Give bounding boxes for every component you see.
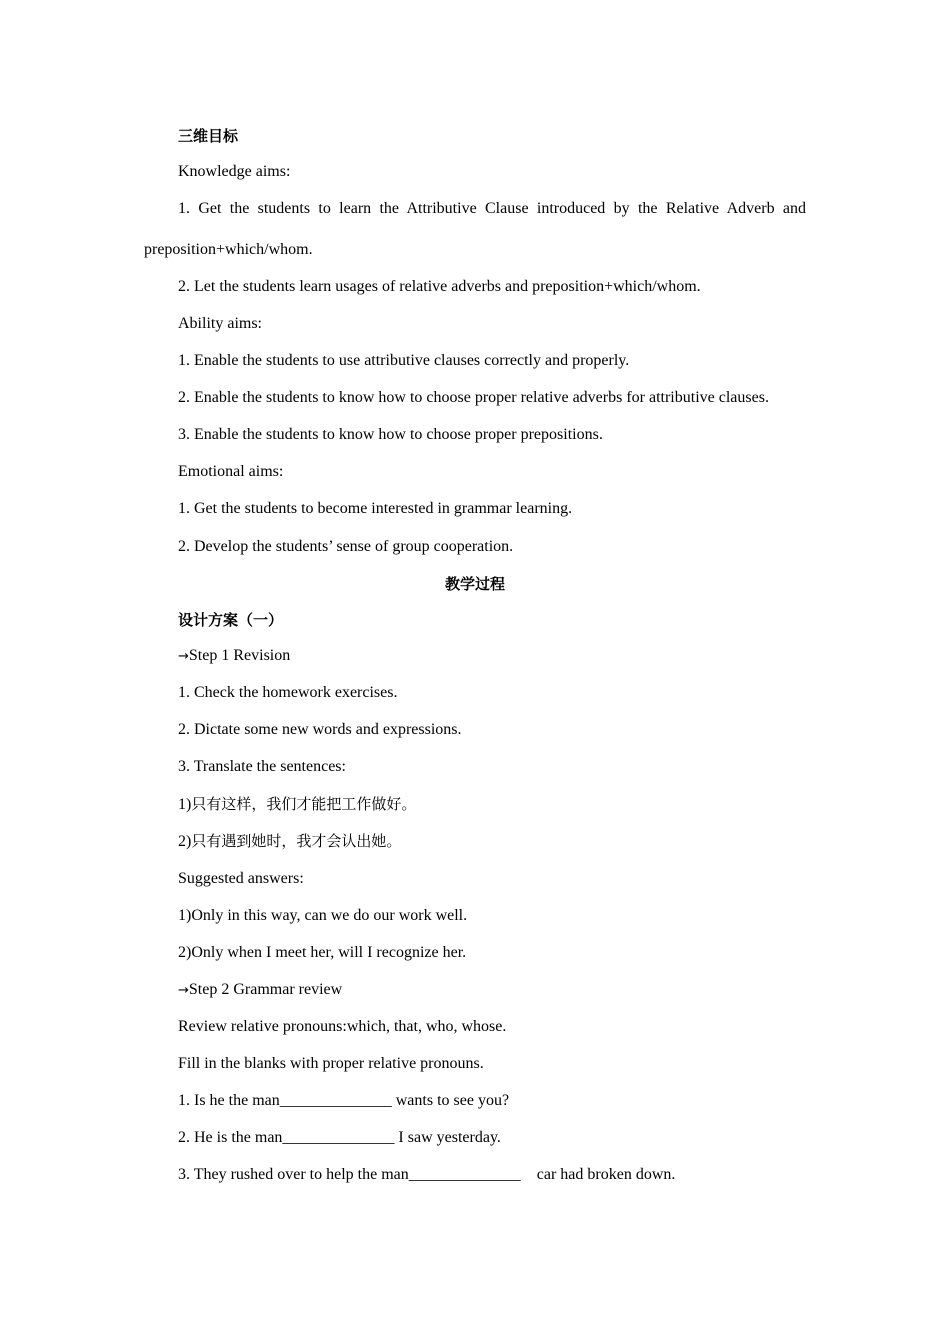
knowledge-aim-1-continued: preposition+which/whom. [144, 241, 313, 258]
knowledge-aim-1: 1. Get the students to learn the Attributive Clause introduced by the Relative Adverb and [178, 200, 806, 217]
translate-sentence-1 [178, 794, 416, 815]
emotional-aim-2: 2. Develop the students’ sense of group cooperation. [178, 538, 514, 555]
step-2-label: Step 2 Grammar review [188, 981, 343, 998]
review-relative-pronouns: Review relative pronouns:which, that, who, whose. [178, 1018, 507, 1035]
fill-in-instruction: Fill in the blanks with proper relative pronouns. [178, 1055, 484, 1072]
suggested-answers-title: Suggested answers: [178, 870, 304, 887]
suggested-answer-1: 1)Only in this way, can we do our work well. [178, 907, 468, 924]
exercise-question-1: 1. Is he the man______________ wants to see you? [178, 1092, 510, 1109]
step-1-item-2: 2. Dictate some new words and expressions. [178, 721, 462, 738]
knowledge-aims-title: Knowledge aims: [178, 163, 291, 180]
sentence-1-number: 1) [178, 796, 192, 813]
sentence-1-chinese: 只有这样，我们才能把工作做好。 [191, 795, 417, 813]
translate-sentence-2 [178, 831, 401, 852]
arrow-right-icon: → [178, 983, 189, 998]
sentence-2-chinese: 只有遇到她时，我才会认出她。 [191, 832, 402, 850]
heading-teaching-process: 教学过程 [444, 575, 505, 593]
exercise-question-2: 2. He is the man______________ I saw yesterday. [178, 1129, 501, 1146]
knowledge-aim-2: 2. Let the students learn usages of relative adverbs and preposition+which/whom. [178, 278, 701, 295]
heading-design-plan: 设计方案（一） [178, 611, 284, 629]
ability-aim-2: 2. Enable the students to know how to choose proper relative adverbs for attributive clauses. [178, 389, 769, 406]
emotional-aims-title: Emotional aims: [178, 463, 284, 480]
exercise-question-3: 3. They rushed over to help the man______________ car had broken down. [178, 1166, 676, 1183]
ability-aim-1: 1. Enable the students to use attributive clauses correctly and properly. [178, 352, 630, 369]
step-1-title [178, 646, 290, 667]
emotional-aim-1: 1. Get the students to become interested in grammar learning. [178, 500, 573, 517]
suggested-answer-2: 2)Only when I meet her, will I recognize her. [178, 944, 467, 961]
ability-aims-title: Ability aims: [178, 315, 262, 332]
step-1-item-1: 1. Check the homework exercises. [178, 684, 398, 701]
step-1-item-3: 3. Translate the sentences: [178, 758, 346, 775]
step-2-title [178, 980, 342, 1001]
ability-aim-3: 3. Enable the students to know how to choose proper prepositions. [178, 426, 603, 443]
step-1-label: Step 1 Revision [188, 647, 291, 664]
arrow-right-icon: → [178, 649, 189, 664]
sentence-2-number: 2) [178, 833, 192, 850]
heading-three-dimensional-goals: 三维目标 [178, 127, 239, 145]
